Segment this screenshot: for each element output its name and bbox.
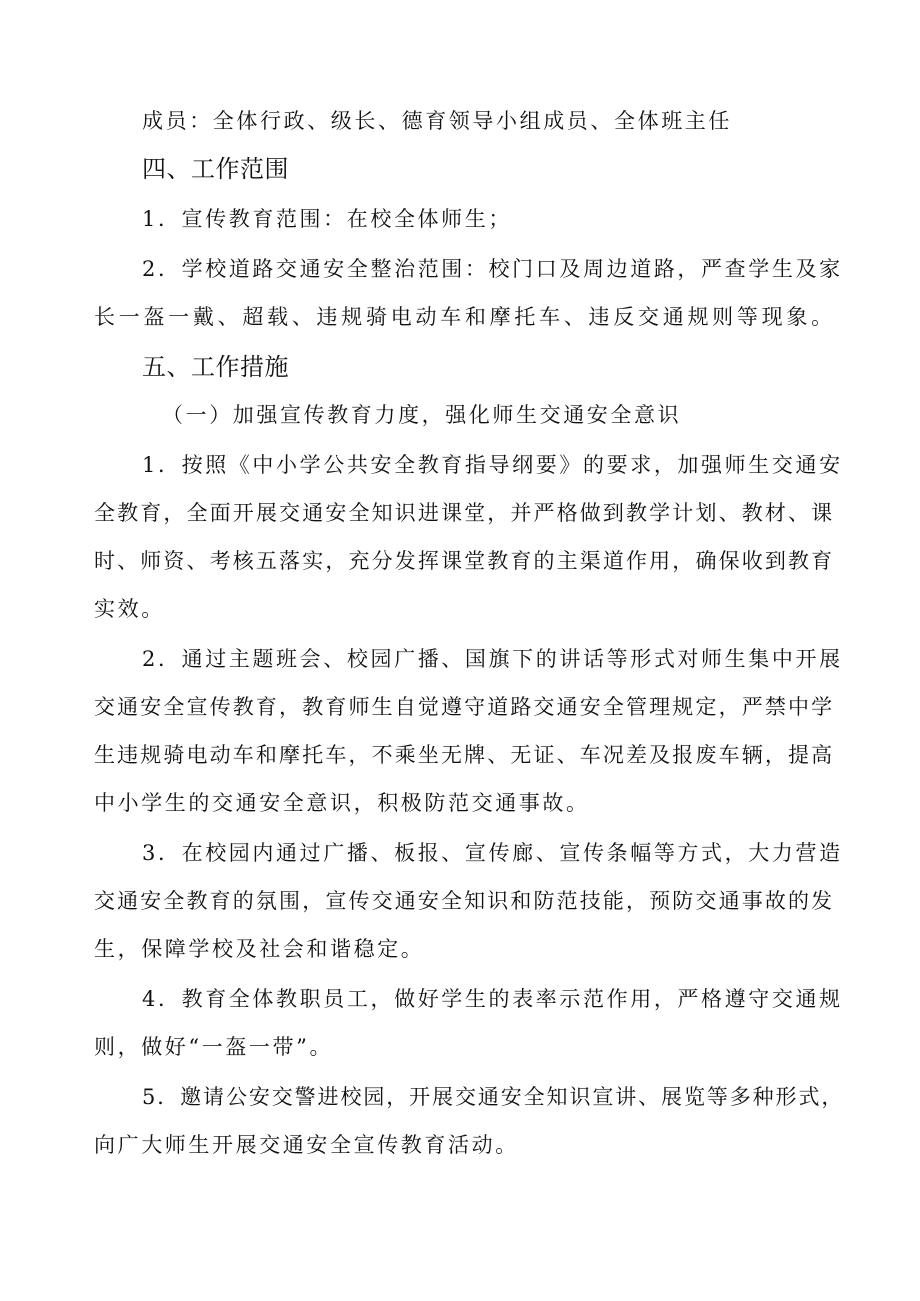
measure-1-line-4: 实效。	[94, 597, 165, 621]
measure-4-line-1: 4．教育全体教职员工，做好学生的表率示范作用，严格遵守交通规	[142, 987, 842, 1011]
measure-3-line-2: 交通安全教育的氛围，宣传交通安全知识和防范技能，预防交通事故的发	[94, 889, 834, 913]
measure-4-line-2: 则，做好“一盔一带”。	[94, 1035, 334, 1059]
measure-2-line-1: 2．通过主题班会、校园广播、国旗下的讲话等形式对师生集中开展	[142, 647, 842, 671]
measure-1-line-3: 时、师资、考核五落实，充分发挥课堂教育的主渠道作用，确保收到教育	[94, 549, 834, 573]
scope-item-2-line-2: 长一盔一戴、超载、违规骑电动车和摩托车、违反交通规则等现象。	[94, 305, 834, 329]
measure-5-line-1: 5．邀请公安交警进校园，开展交通安全知识宣讲、展览等多种形式，	[142, 1085, 845, 1109]
scope-item-2-line-1: 2．学校道路交通安全整治范围：校门口及周边道路，严查学生及家	[142, 257, 842, 281]
measure-2-line-4: 中小学生的交通安全意识，积极防范交通事故。	[94, 791, 590, 815]
measure-5-line-2: 向广大师生开展交通安全宣传教育活动。	[94, 1133, 519, 1157]
section-heading-work-scope: 四、工作范围	[142, 155, 289, 183]
measure-1-line-2: 全教育，全面开展交通安全知识进课堂，并严格做到教学计划、教材、课	[94, 501, 834, 525]
scope-item-1: 1．宣传教育范围：在校全体师生；	[142, 207, 512, 231]
measure-2-line-3: 生违规骑电动车和摩托车，不乘坐无牌、无证、车况差及报废车辆，提高	[94, 743, 834, 767]
measure-3-line-3: 生，保障学校及社会和谐稳定。	[94, 937, 425, 961]
measure-3-line-1: 3．在校园内通过广播、板报、宣传廊、宣传条幅等方式，大力营造	[142, 841, 842, 865]
measure-1-line-1: 1．按照《中小学公共安全教育指导纲要》的要求，加强师生交通安	[142, 453, 842, 477]
section-heading-work-measures: 五、工作措施	[142, 353, 289, 381]
measure-2-line-2: 交通安全宣传教育，教育师生自觉遵守道路交通安全管理规定，严禁中学	[94, 695, 834, 719]
members-line: 成员：全体行政、级长、德育领导小组成员、全体班主任	[142, 109, 732, 133]
subsection-heading-1: （一）加强宣传教育力度，强化师生交通安全意识	[162, 403, 682, 427]
